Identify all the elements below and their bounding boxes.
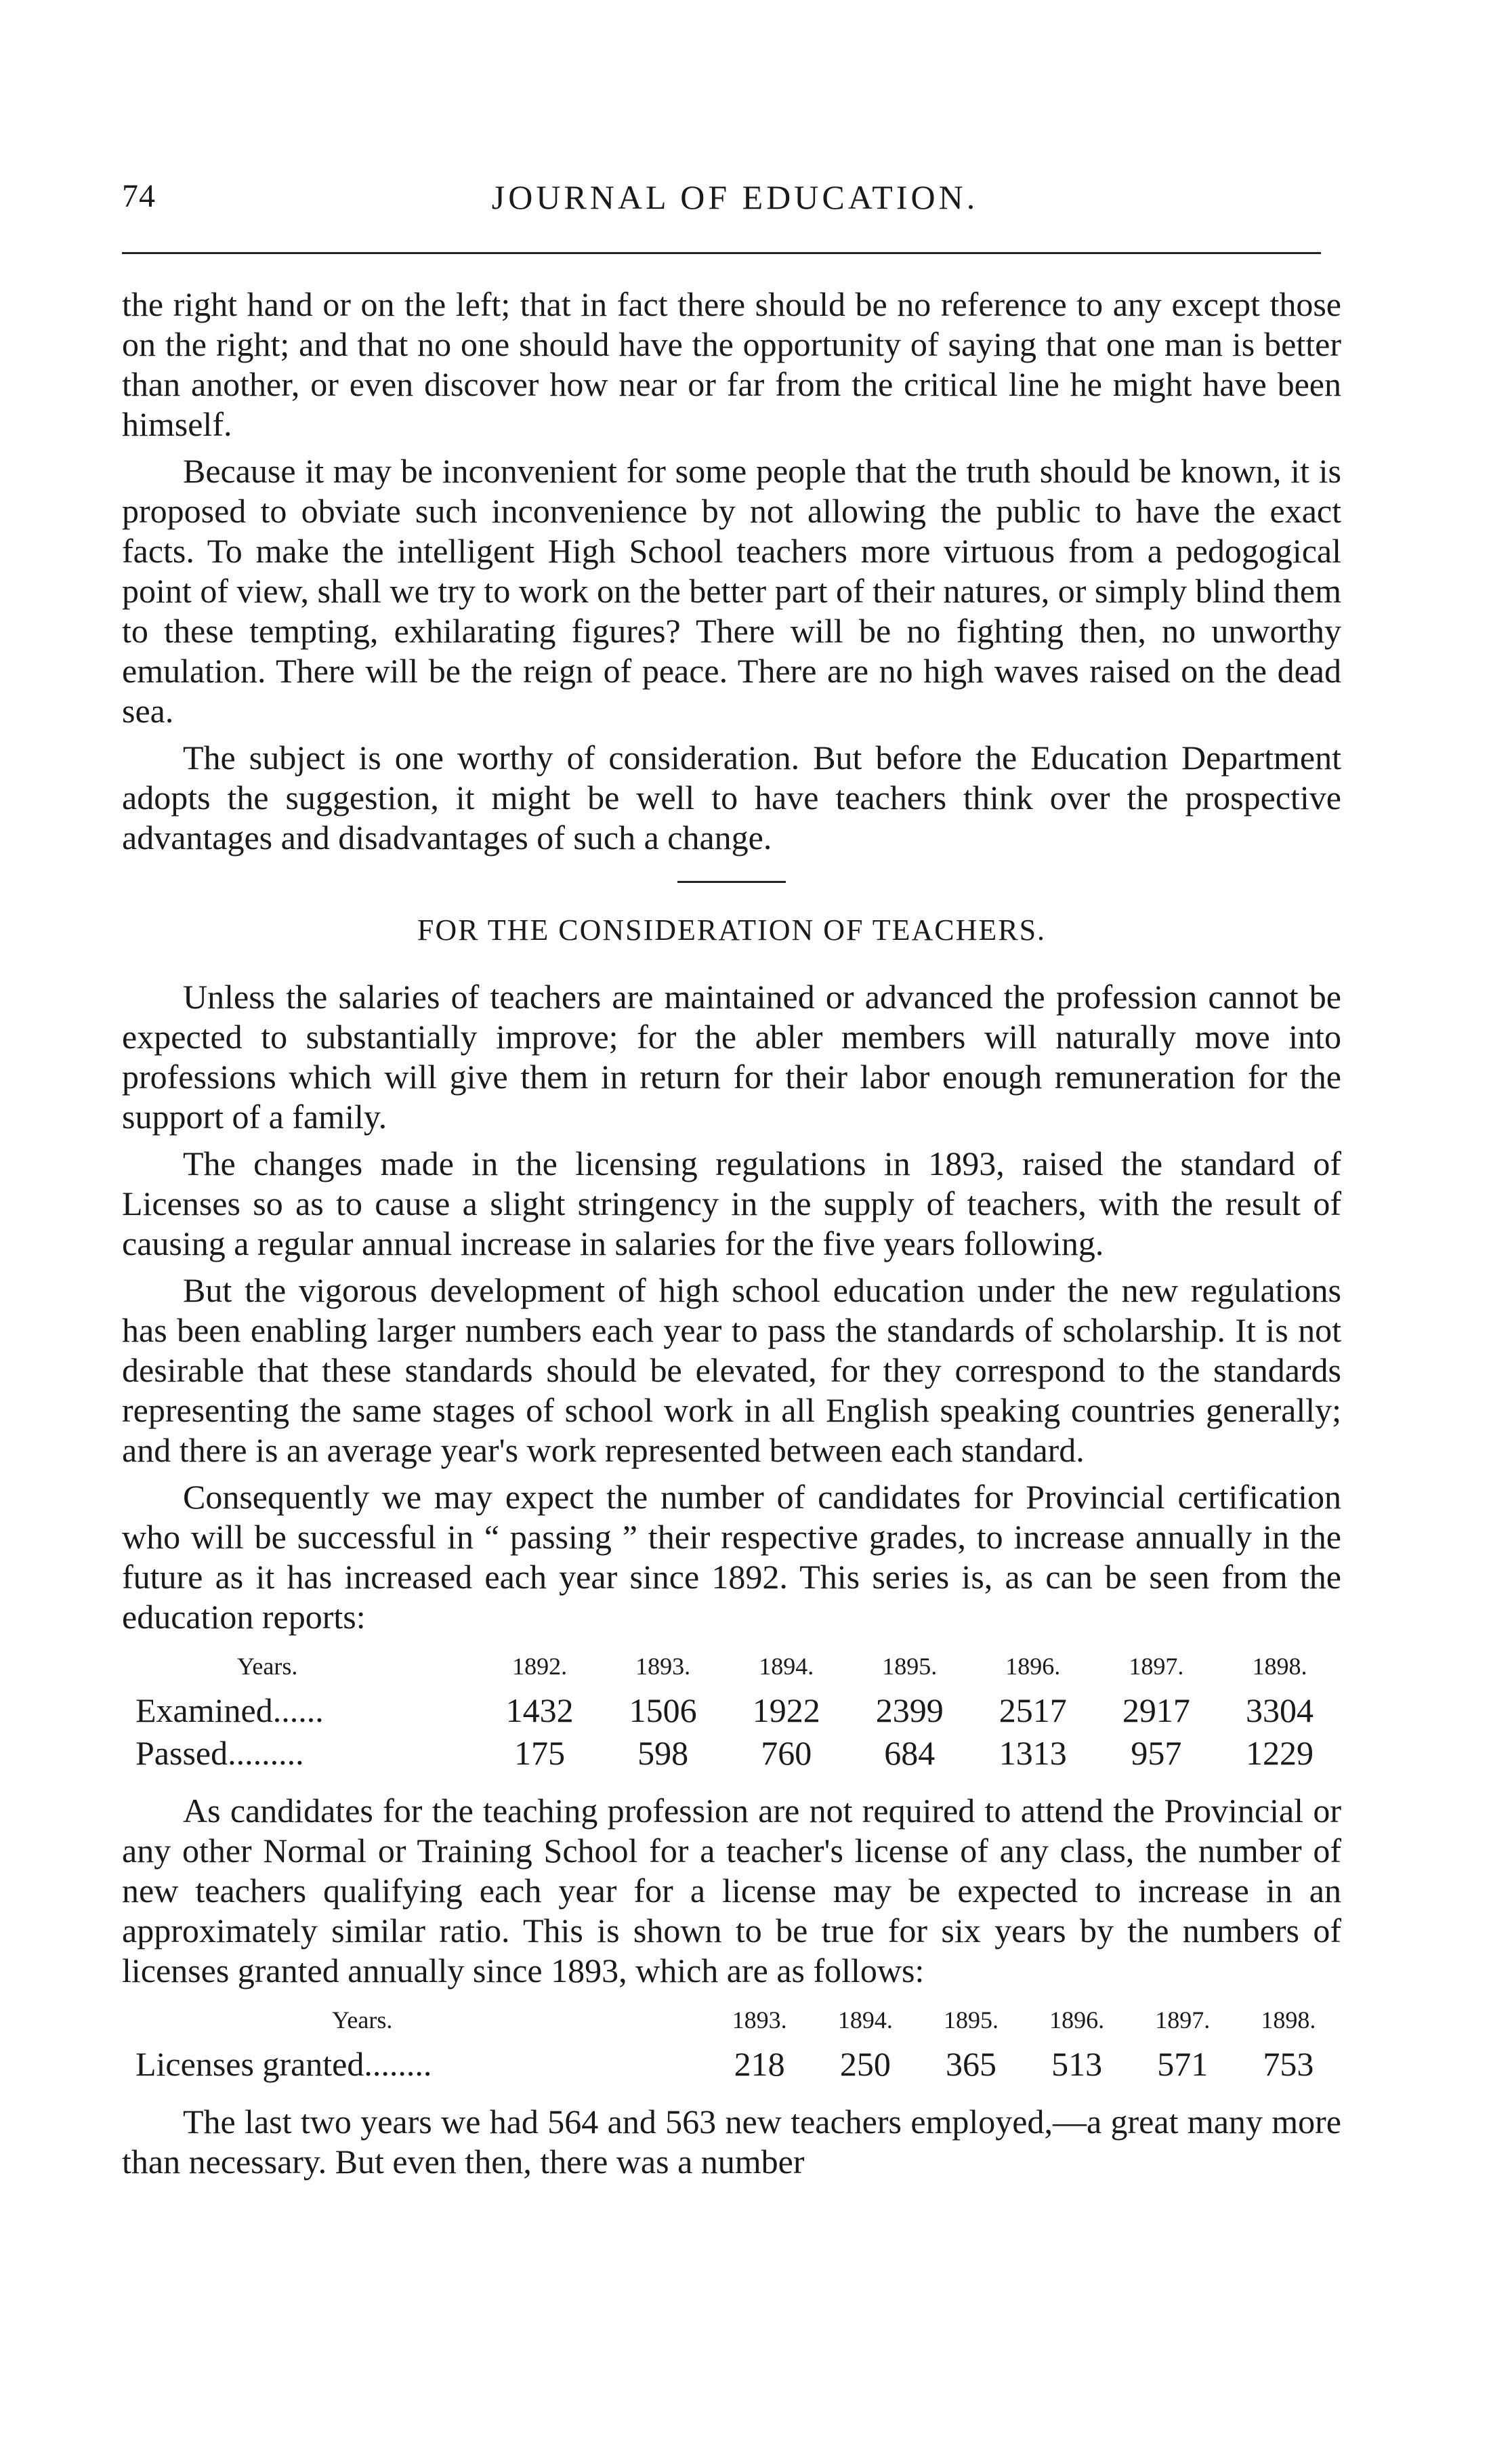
paragraph: The last two years we had 564 and 563 new teachers employed,—a great many more than necessary. But even then, there was a number bbox=[122, 2103, 1341, 2181]
table-header-cell: 1898. bbox=[1252, 1653, 1307, 1680]
table-header-row bbox=[135, 1998, 1341, 2043]
table-cell: 3304 bbox=[1245, 1691, 1314, 1729]
page-header bbox=[122, 178, 1321, 225]
row-label: Examined...... bbox=[135, 1691, 324, 1729]
row-label: Licenses granted........ bbox=[135, 2045, 432, 2083]
header-rule bbox=[122, 252, 1321, 254]
table-header-cell: 1897. bbox=[1129, 1653, 1184, 1680]
table-cell: 365 bbox=[945, 2045, 996, 2083]
table-cell: 1432 bbox=[505, 1691, 574, 1729]
table-header-cell: Years. bbox=[332, 2006, 393, 2034]
table-cell: 684 bbox=[884, 1734, 936, 1772]
paragraph: Consequently we may expect the number of candidates for Provincial certification who will be successful in “ passing ” their respective grades, to increase annually in the future as it has increased each year since 1892. This series is, as can be seen from the education reports: bbox=[122, 1478, 1341, 1636]
paragraph: The changes made in the licensing regulations in 1893, raised the standard of Licenses so as to cause a slight stringency in the supply of teachers, with the result of causing a regular annual increase in salaries for the five years following. bbox=[122, 1144, 1341, 1262]
table-row bbox=[135, 1732, 1341, 1775]
paragraph: Because it may be inconvenient for some people that the truth should be known, it is proposed to obviate such inconvenience by not allowing the public to have the exact facts. To make the intelligent High School teachers more virtuous from a pedogogical point of view, shall we try to work on the better part of their natures, or simply blind them to these tempting, exhilarating figures? There will be no fighting then, no unworthy emulation. There will be the reign of peace. There are no high waves raised on the dead sea. bbox=[122, 452, 1341, 730]
table-cell: 957 bbox=[1131, 1734, 1182, 1772]
table-row bbox=[135, 1689, 1341, 1732]
section-heading: FOR THE CONSIDERATION OF TEACHERS. bbox=[417, 913, 1047, 947]
table-cell: 753 bbox=[1263, 2045, 1314, 2083]
table-header-cell: 1894. bbox=[837, 2006, 893, 2034]
candidates-table bbox=[135, 1644, 1341, 1775]
paragraph: As candidates for the teaching profession are not required to attend the Provincial or any other Normal or Training School for a teacher's license of any class, the number of new teachers qualifying each year for a license may be expected to increase in an approximately similar ratio. This is shown to be true for six years by the numbers of licenses granted annually since 1893, which are as follows: bbox=[122, 1792, 1341, 1989]
table-cell: 250 bbox=[839, 2045, 891, 2083]
paragraph: But the vigorous development of high school education under the new regulations has been enabling larger numbers each year to pass the standards of scholarship. It is not desirable that these standards should be elevated, for they correspond to the standards representing the same stages of school work in all English speaking countries generally; and there is an average year's work represented between each standard. bbox=[122, 1271, 1341, 1469]
article-body bbox=[122, 285, 1341, 2189]
table-header-cell: Years. bbox=[237, 1653, 298, 1680]
table-header-cell: 1895. bbox=[882, 1653, 938, 1680]
table-header-cell: 1897. bbox=[1155, 2006, 1211, 2034]
table-header-cell: 1893. bbox=[732, 2006, 787, 2034]
paragraph: Unless the salaries of teachers are maintained or advanced the profession cannot be expected to substantially improve; for the abler members will naturally move into professions which will give them in return for their labor enough remuneration for the support of a family. bbox=[122, 978, 1341, 1136]
section-divider bbox=[677, 881, 786, 883]
table-cell: 760 bbox=[761, 1734, 812, 1772]
table-cell: 1229 bbox=[1245, 1734, 1314, 1772]
running-head: JOURNAL OF EDUCATION. bbox=[491, 178, 979, 216]
table-cell: 175 bbox=[514, 1734, 566, 1772]
table-cell: 2517 bbox=[999, 1691, 1067, 1729]
table-cell: 571 bbox=[1157, 2045, 1209, 2083]
table-header-cell: 1894. bbox=[759, 1653, 814, 1680]
table-header-cell: 1892. bbox=[512, 1653, 568, 1680]
table-header-cell: 1896. bbox=[1005, 1653, 1061, 1680]
table-cell: 218 bbox=[734, 2045, 785, 2083]
table-cell: 598 bbox=[637, 1734, 689, 1772]
row-label: Passed......... bbox=[135, 1734, 304, 1772]
paragraph: The subject is one worthy of consideration. But before the Education Department adopts the suggestion, it might be well to have teachers think over the prospective advantages and disadvantages of such a change. bbox=[122, 739, 1341, 857]
table-header-cell: 1893. bbox=[635, 1653, 691, 1680]
table-cell: 1506 bbox=[629, 1691, 697, 1729]
table-cell: 1922 bbox=[752, 1691, 820, 1729]
table-cell: 2917 bbox=[1122, 1691, 1190, 1729]
table-header-cell: 1898. bbox=[1261, 2006, 1316, 2034]
table-header-cell: 1895. bbox=[943, 2006, 999, 2034]
page-number: 74 bbox=[122, 178, 156, 214]
table-cell: 1313 bbox=[999, 1734, 1067, 1772]
table-cell: 2399 bbox=[875, 1691, 944, 1729]
licenses-table bbox=[135, 1998, 1341, 2086]
table-cell: 513 bbox=[1051, 2045, 1103, 2083]
table-row bbox=[135, 2043, 1341, 2086]
table-header-cell: 1896. bbox=[1049, 2006, 1105, 2034]
paragraph: the right hand or on the left; that in fact there should be no reference to any except those on the right; and that no one should have the opportunity of saying that one man is better than another, or even discover how near or far from the critical line he might have been himself. bbox=[122, 285, 1341, 443]
table-header-row bbox=[135, 1644, 1341, 1689]
